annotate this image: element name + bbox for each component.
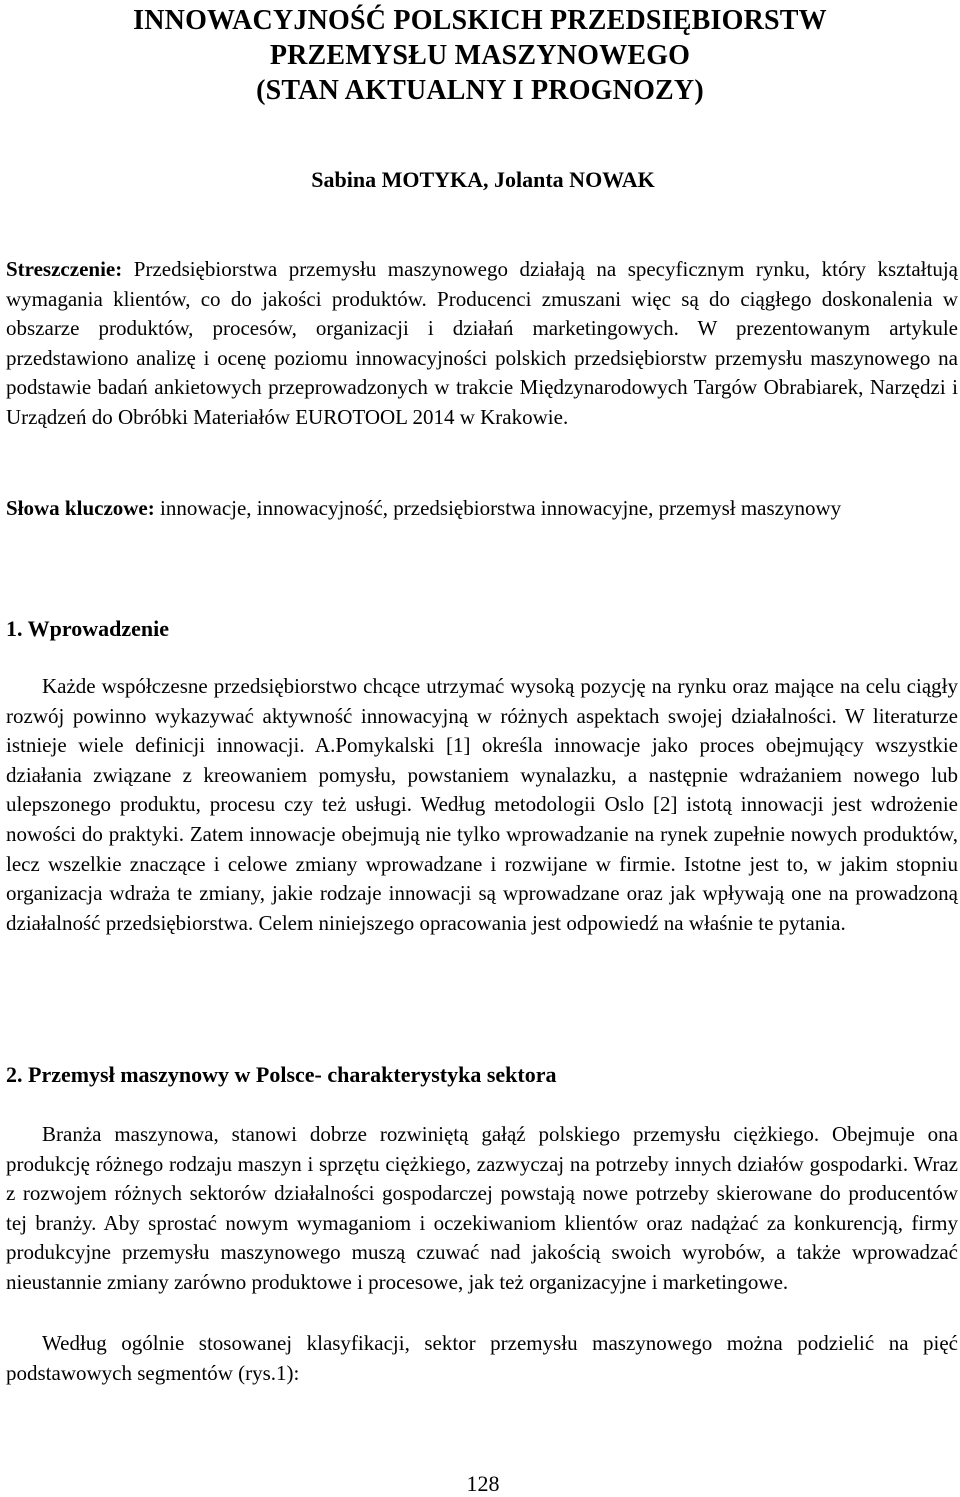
page-number: 128 bbox=[466, 1471, 500, 1496]
authors: Sabina MOTYKA, Jolanta NOWAK bbox=[311, 167, 655, 192]
section-1-paragraph: Każde współczesne przedsiębiorstwo chcące utrzymać wysoką pozycję na rynku oraz mające na celu ciągły rozwój powinno wykazywać aktywność innowacyjną w różnych aspektach swojej działalności. W literaturze istnieje wiele definicji innowacji. A.Pomykalski [1] określa innowacje jako proces obejmujący wszystkie działania związane z kreowaniem pomysłu, powstaniem wynalazku, a następnie wdrażaniem nowego lub ulepszonego produktu, procesu czy też usługi. Według metodologii Oslo [2] istotą innowacji jest wdrożenie nowości do praktyki. Zatem innowacje obejmują nie tylko wprowadzanie na rynek zupełnie nowych produktów, lecz wszelkie znaczące i celowe zmiany wprowadzane i rozwijane w firmie. Istotne jest to, w jakim stopniu organizacja wdraża te zmiany, jakie rodzaje innowacji są wprowadzane oraz jak wpływają one na prowadzoną działalność przedsiębiorstwa. Celem niniejszego opracowania jest odpowiedź na właśnie te pytania. bbox=[6, 674, 958, 935]
section-2-paragraph-1: Branża maszynowa, stanowi dobrze rozwiniętą gałąź polskiego przemysłu ciężkiego. Obejmuje ona produkcję różnego rodzaju maszyn i sprzętu ciężkiego, zazwyczaj na potrzeby innych działów gospodarki. Wraz z rozwojem różnych sektorów działalności gospodarczej powstają nowe potrzeby skierowane do producentów tej branży. Aby sprostać nowym wymaganiom i oczekiwaniom klientów oraz nadążać za konkurencją, firmy produkcyjne przemysłu maszynowego muszą czuwać nad jakością swoich wyrobów, a także wprowadzać nieustannie zmiany zarówno produktowe i procesowe, jak też organizacyjne i marketingowe. bbox=[6, 1122, 958, 1294]
abstract bbox=[6, 255, 958, 433]
section-1-heading: 1. Wprowadzenie bbox=[6, 616, 169, 641]
title-line-3: (STAN AKTUALNY I PROGNOZY) bbox=[256, 75, 704, 106]
section-2-heading: 2. Przemysł maszynowy w Polsce- charakterystyka sektora bbox=[6, 1062, 557, 1087]
paper-title bbox=[0, 3, 960, 108]
section-2-paragraph-2: Według ogólnie stosowanej klasyfikacji, sektor przemysłu maszynowego można podzielić na pięć podstawowych segmentów (rys.1): bbox=[6, 1331, 958, 1385]
title-line-1: INNOWACYJNOŚĆ POLSKICH PRZEDSIĘBIORSTW bbox=[133, 5, 827, 36]
keywords-label: Słowa kluczowe: bbox=[6, 496, 155, 520]
abstract-label: Streszczenie: bbox=[6, 257, 123, 281]
abstract-text: Przedsiębiorstwa przemysłu maszynowego działają na specyficznym rynku, który kształtują wymagania klientów, co do jakości produktów. Producenci zmuszani więc są do ciągłego doskonalenia w obszarze produktów, procesów, organizacji i działań marketingowych. W prezentowanym artykule przedstawiono analizę i ocenę poziomu innowacyjności polskich przedsiębiorstw przemysłu maszynowego na podstawie badań ankietowych przeprowadzonych w trakcie Międzynarodowych Targów Obrabiarek, Narzędzi i Urządzeń do Obróbki Materiałów EUROTOOL 2014 w Krakowie. bbox=[6, 257, 958, 429]
keywords bbox=[6, 494, 958, 524]
keywords-text: innowacje, innowacyjność, przedsiębiorstwa innowacyjne, przemysł maszynowy bbox=[154, 496, 842, 520]
title-line-2: PRZEMYSŁU MASZYNOWEGO bbox=[269, 40, 691, 71]
